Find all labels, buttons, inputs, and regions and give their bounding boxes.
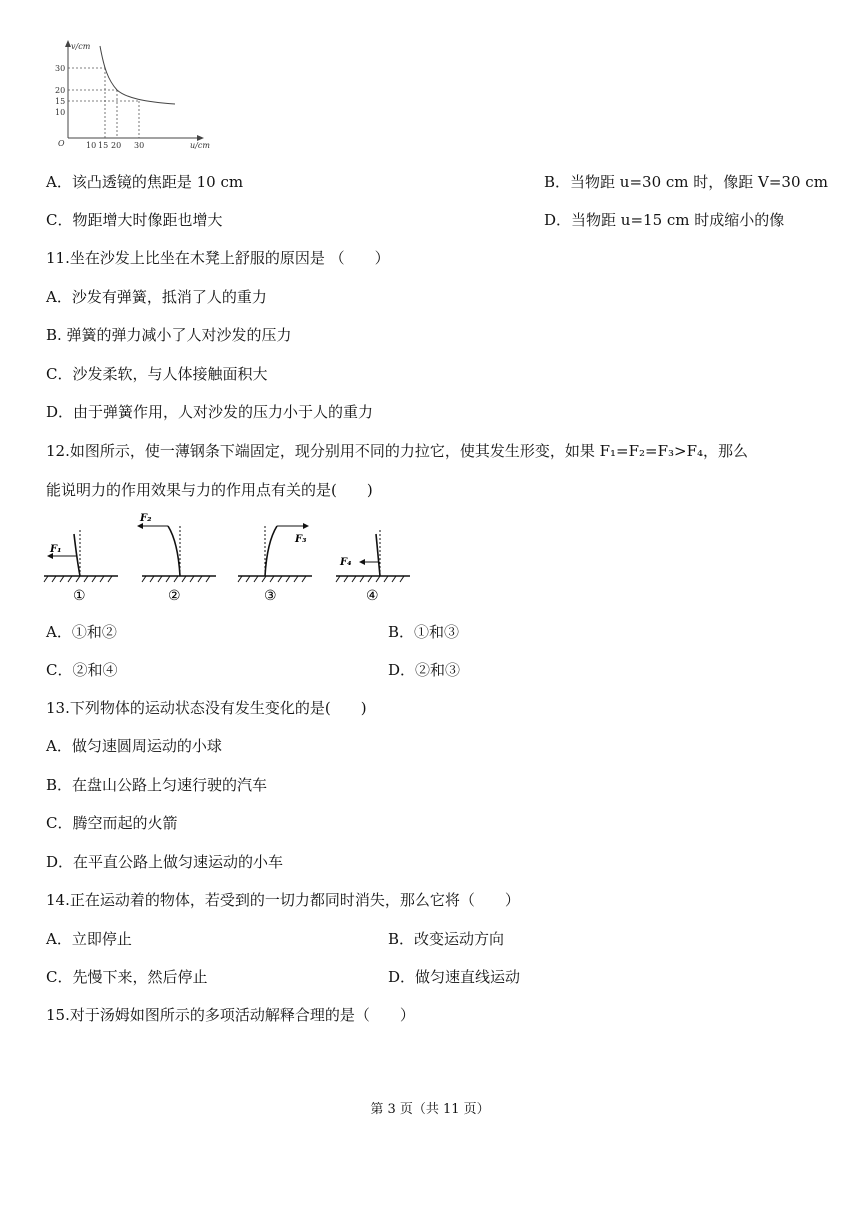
q10-option-c: C．物距增大时像距也增大 <box>46 211 223 229</box>
label-n2: ② <box>168 588 181 604</box>
q12-stem-line2: 能说明力的作用效果与力的作用点有关的是( ) <box>46 481 373 499</box>
label-n1: ① <box>73 588 86 604</box>
x-tick-15: 15 <box>98 141 109 150</box>
q11-option-a: A．沙发有弹簧，抵消了人的重力 <box>46 288 267 306</box>
q12-option-a: A．①和② <box>46 623 117 641</box>
q12-option-d: D．②和③ <box>388 661 461 679</box>
q11-option-b: B. 弹簧的弹力减小了人对沙发的压力 <box>46 326 292 344</box>
panel-2 <box>138 513 216 604</box>
lens-graph <box>50 38 220 150</box>
q14-option-a: A．立即停止 <box>46 930 132 948</box>
q12-option-c: C．②和④ <box>46 661 118 679</box>
y-tick-30: 30 <box>55 64 66 73</box>
q13-option-c: C．腾空而起的火箭 <box>46 814 178 832</box>
x-tick-20: 20 <box>111 141 122 150</box>
q14-option-b: B．改变运动方向 <box>388 930 505 948</box>
q10-option-a: A．该凸透镜的焦距是 10 cm <box>46 173 244 191</box>
label-f1: F₁ <box>50 544 62 555</box>
q14-option-d: D．做匀速直线运动 <box>388 968 521 986</box>
q10-option-b: B．当物距 u=30 cm 时，像距 V=30 cm <box>544 173 828 191</box>
x-axis-label: u/cm <box>190 141 210 150</box>
page-footer: 第 3 页（共 11 页） <box>370 1102 490 1117</box>
panel-3 <box>238 524 312 604</box>
q14-option-c: C．先慢下来，然后停止 <box>46 968 208 986</box>
q12-stem-line1: 12.如图所示，使一薄钢条下端固定，现分别用不同的力拉它，使其发生形变，如果 F₁=F₂=F₃>F₄，那么 <box>46 442 749 460</box>
q11-stem: 11.坐在沙发上比坐在木凳上舒服的原因是 （ ） <box>46 249 390 267</box>
label-f3: F₃ <box>295 534 307 545</box>
q13-option-b: B．在盘山公路上匀速行驶的汽车 <box>46 776 268 794</box>
q11-option-d: D．由于弹簧作用，人对沙发的压力小于人的重力 <box>46 403 374 421</box>
y-tick-15: 15 <box>55 97 66 106</box>
q14-stem: 14.正在运动着的物体，若受到的一切力都同时消失，那么它将（ ） <box>46 891 520 909</box>
q13-option-a: A．做匀速圆周运动的小球 <box>46 737 222 755</box>
label-n4: ④ <box>366 588 379 604</box>
q15-stem: 15.对于汤姆如图所示的多项活动解释合理的是（ ） <box>46 1006 415 1024</box>
y-tick-20: 20 <box>55 86 66 95</box>
q11-option-c: C．沙发柔软，与人体接触面积大 <box>46 365 268 383</box>
label-f4: F₄ <box>340 557 352 568</box>
origin-label: O <box>58 139 65 148</box>
panel-1 <box>44 528 118 604</box>
steel-strip-figure <box>40 510 420 605</box>
q13-stem: 13.下列物体的运动状态没有发生变化的是( ) <box>46 699 367 717</box>
image-distance-curve <box>100 46 175 104</box>
label-f2: F₂ <box>140 513 152 524</box>
dashed-guides <box>68 68 139 138</box>
panel-4 <box>336 528 410 604</box>
x-tick-30: 30 <box>134 141 145 150</box>
x-tick-10: 10 <box>86 141 97 150</box>
y-axis-label: v/cm <box>71 42 91 51</box>
q10-option-d: D．当物距 u=15 cm 时成缩小的像 <box>544 211 785 229</box>
q13-option-d: D．在平直公路上做匀速运动的小车 <box>46 853 284 871</box>
q12-option-b: B．①和③ <box>388 623 460 641</box>
y-tick-10: 10 <box>55 108 66 117</box>
label-n3: ③ <box>264 588 277 604</box>
